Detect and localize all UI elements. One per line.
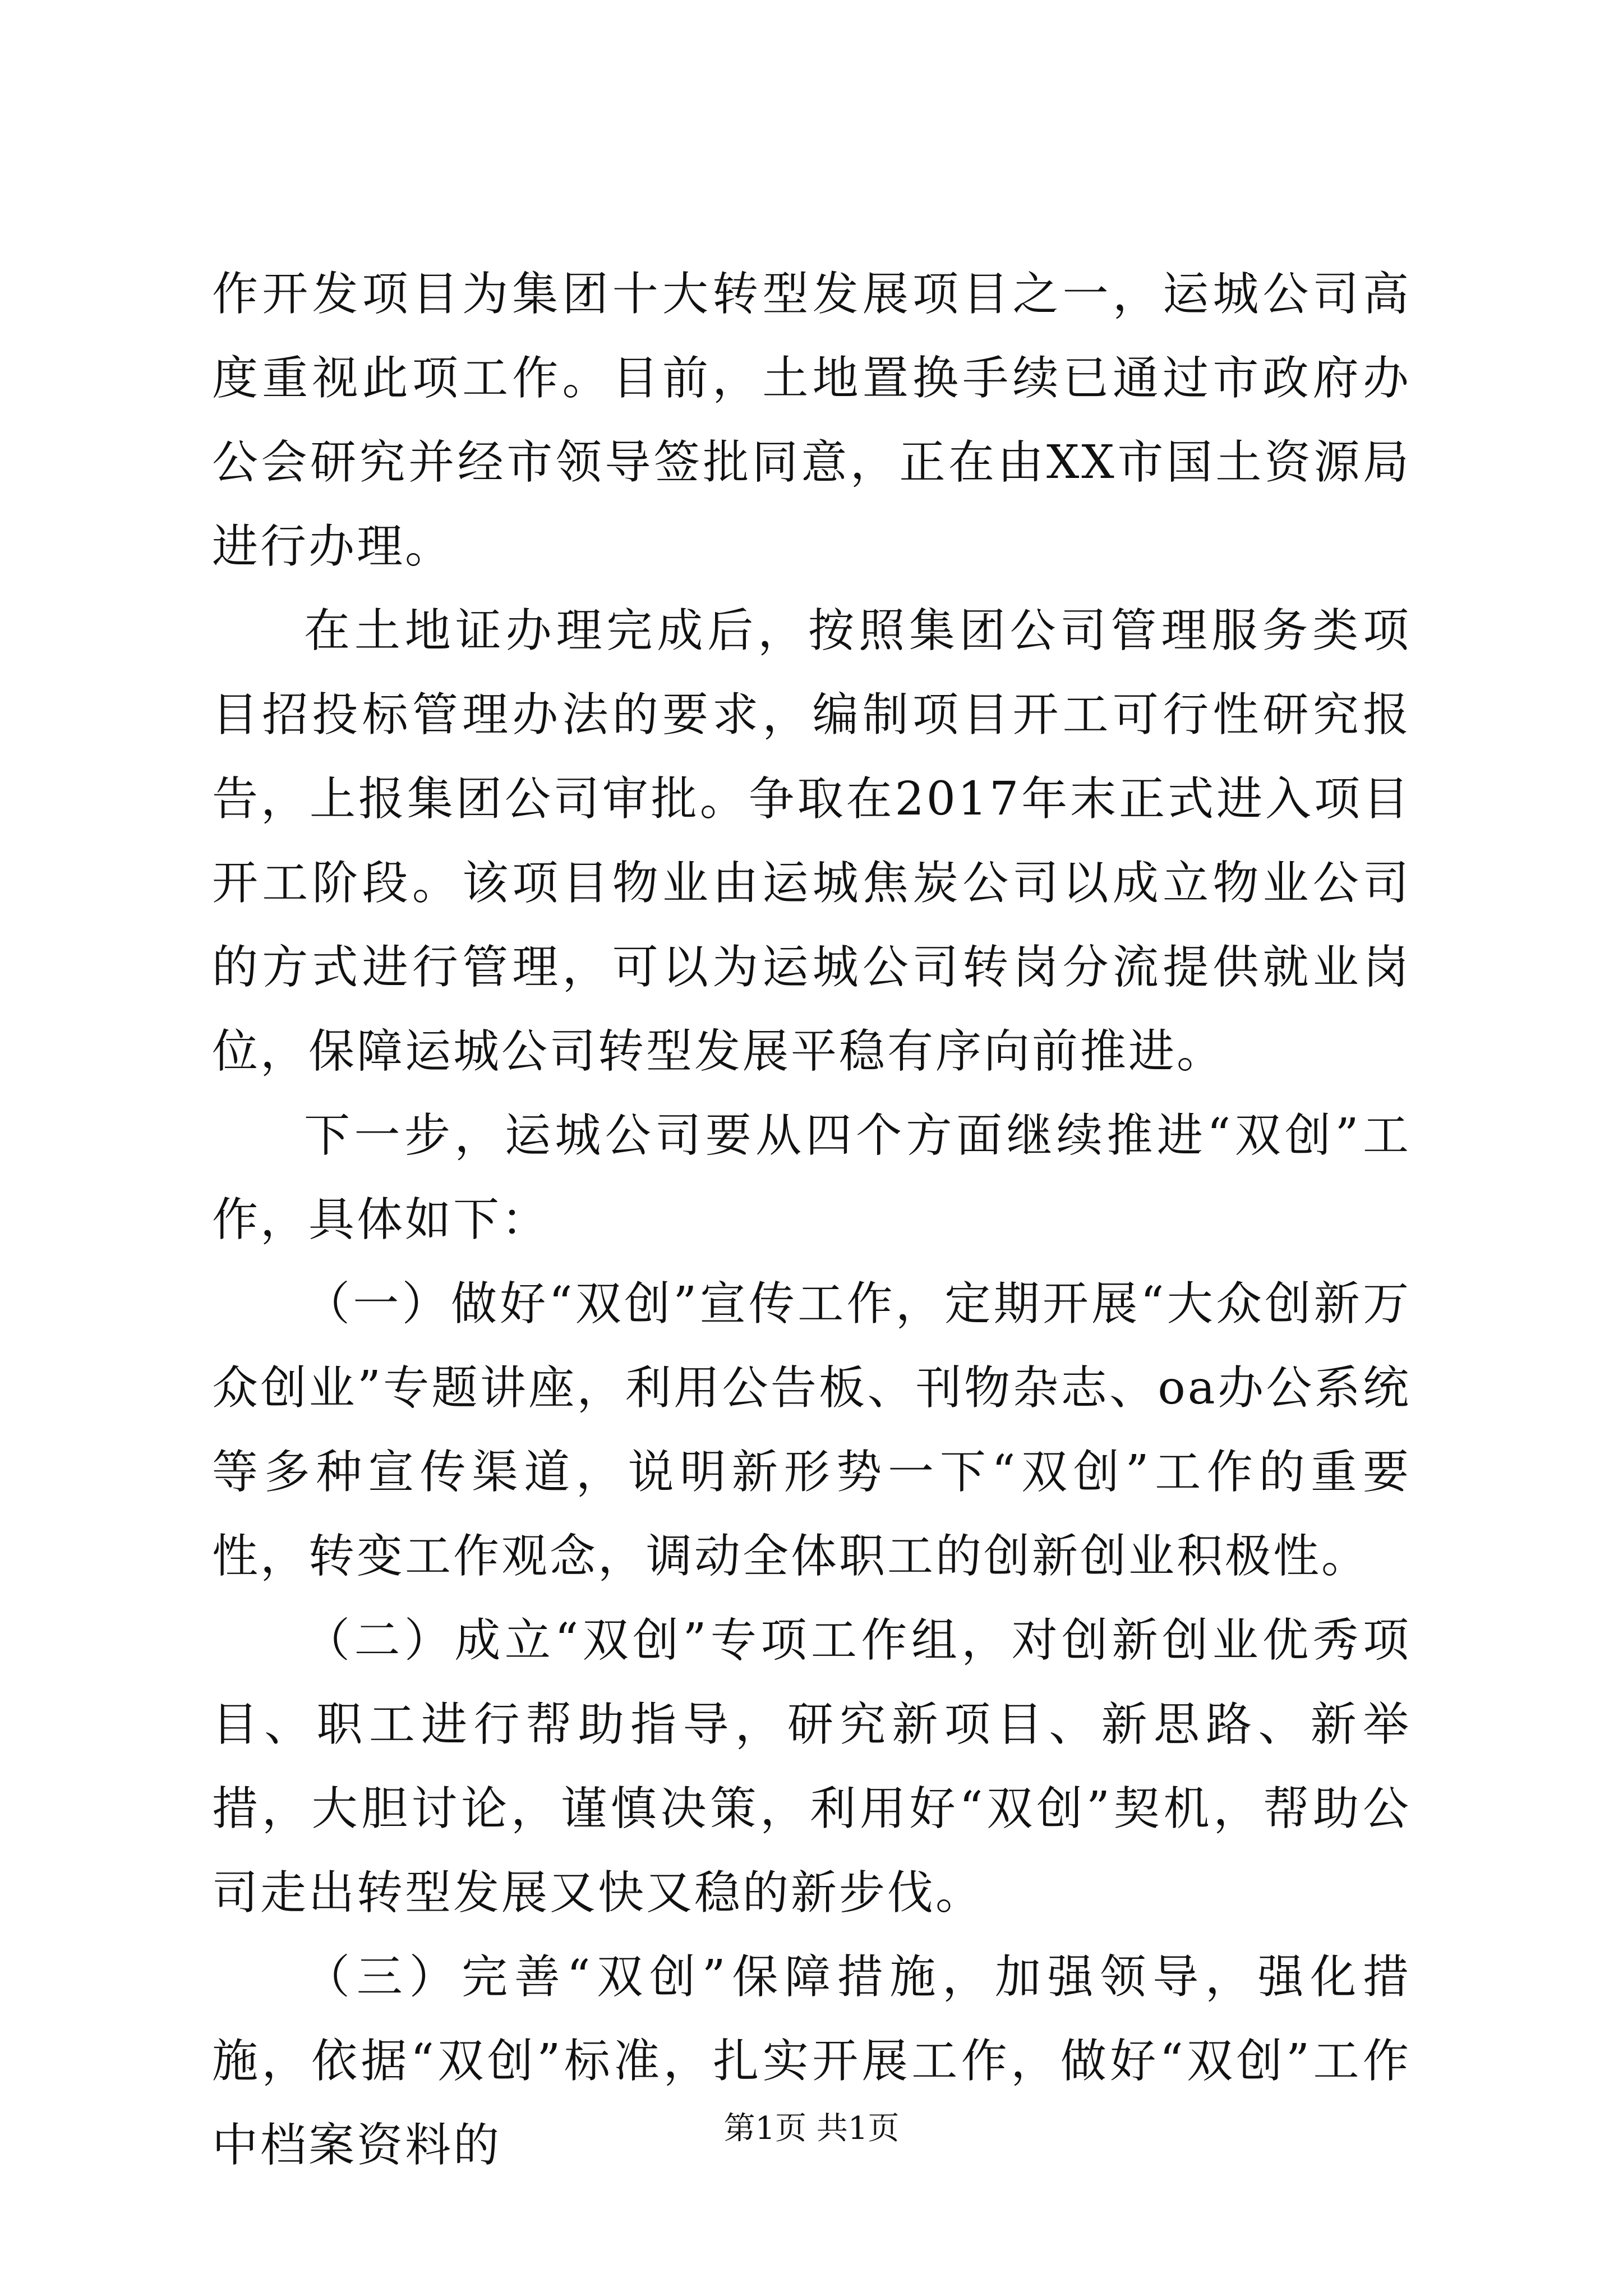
paragraph-continuation: 作开发项目为集团十大转型发展项目之一，运城公司高度重视此项工作。目前，土地置换手续已通过市政府办公会研究并经市领导签批同意，正在由XX市国土资源局进行办理。 — [212, 268, 1411, 573]
paragraph-next-steps: 下一步，运城公司要从四个方面继续推进“双创”工作，具体如下： — [212, 1109, 1411, 1246]
paragraph-item-1: （一）做好“双创”宣传工作，定期开展“大众创新万众创业”专题讲座，利用公告板、刊物杂志、oa办公系统等多种宣传渠道，说明新形势一下“双创”工作的重要性，转变工作观念，调动全体职工的创新创业积极性。 — [212, 1277, 1411, 1583]
document-body — [212, 252, 1411, 2188]
paragraph-land-certificate: 在土地证办理完成后，按照集团公司管理服务类项目招投标管理办法的要求，编制项目开工可行性研究报告，上报集团公司审批。争取在2017年末正式进入项目开工阶段。该项目物业由运城焦炭公司以成立物业公司的方式进行管理，可以为运城公司转岗分流提供就业岗位，保障运城公司转型发展平稳有序向前推进。 — [212, 604, 1411, 1078]
paragraph-item-2: （二）成立“双创”专项工作组，对创新创业优秀项目、职工进行帮助指导，研究新项目、新思路、新举措，大胆讨论，谨慎决策，利用好“双创”契机，帮助公司走出转型发展又快又稳的新步伐。 — [212, 1614, 1411, 1920]
page-footer: 第1页 共1页 — [723, 2110, 900, 2147]
paragraph-item-3: （三）完善“双创”保障措施，加强领导，强化措施，依据“双创”标准，扎实开展工作，做好“双创”工作中档案资料的 — [212, 1950, 1411, 2172]
